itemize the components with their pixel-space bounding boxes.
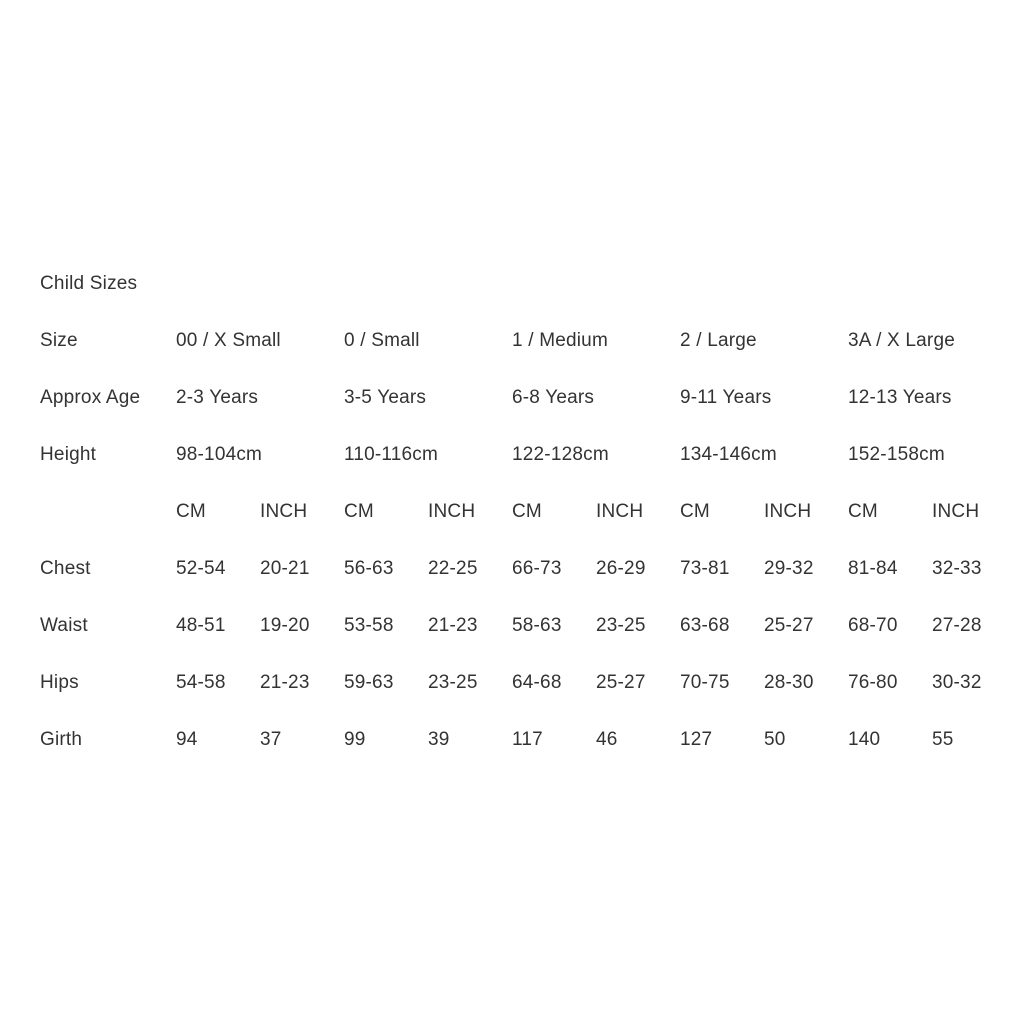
unit-header: INCH: [932, 500, 980, 522]
table-cell: 54-58: [176, 671, 226, 693]
table-cell: 19-20: [260, 614, 310, 636]
table-cell: 29-32: [764, 557, 814, 579]
unit-header: CM: [848, 500, 878, 522]
unit-header: CM: [680, 500, 710, 522]
row-label: Chest: [40, 557, 91, 579]
table-row: [40, 483, 1016, 540]
row-label: Waist: [40, 614, 88, 636]
unit-header: INCH: [596, 500, 644, 522]
table-cell: 56-63: [344, 557, 394, 579]
table-cell: 48-51: [176, 614, 226, 636]
table-cell: 39: [428, 728, 450, 750]
table-cell: 3A / X Large: [848, 329, 955, 351]
table-cell: 94: [176, 728, 198, 750]
table-cell: 52-54: [176, 557, 226, 579]
table-cell: 32-33: [932, 557, 982, 579]
table-cell: 66-73: [512, 557, 562, 579]
table-cell: 0 / Small: [344, 329, 420, 351]
table-cell: 1 / Medium: [512, 329, 608, 351]
table-cell: 2 / Large: [680, 329, 757, 351]
unit-header: INCH: [764, 500, 812, 522]
table-cell: 152-158cm: [848, 443, 945, 465]
table-cell: 50: [764, 728, 786, 750]
row-label: Girth: [40, 728, 83, 750]
table-cell: 98-104cm: [176, 443, 263, 465]
table-cell: 127: [680, 728, 713, 750]
table-cell: 122-128cm: [512, 443, 609, 465]
table-cell: 53-58: [344, 614, 394, 636]
row-label: Hips: [40, 671, 79, 693]
table-row: [40, 711, 1016, 768]
table-row: [40, 369, 1016, 426]
table-cell: 63-68: [680, 614, 730, 636]
table-cell: 6-8 Years: [512, 386, 595, 408]
unit-header: CM: [512, 500, 542, 522]
table-cell: 30-32: [932, 671, 982, 693]
table-cell: 21-23: [260, 671, 310, 693]
table-cell: 76-80: [848, 671, 898, 693]
table-cell: 46: [596, 728, 618, 750]
unit-header: INCH: [428, 500, 476, 522]
table-cell: 00 / X Small: [176, 329, 281, 351]
table-cell: 12-13 Years: [848, 386, 952, 408]
table-cell: 58-63: [512, 614, 562, 636]
title-row: [40, 255, 1016, 312]
table-cell: 22-25: [428, 557, 478, 579]
table-cell: 21-23: [428, 614, 478, 636]
table-cell: 117: [512, 728, 543, 750]
child-sizes-table: [40, 255, 1016, 768]
unit-header: CM: [176, 500, 206, 522]
table-cell: 3-5 Years: [344, 386, 427, 408]
table-cell: 134-146cm: [680, 443, 777, 465]
table-cell: 64-68: [512, 671, 562, 693]
table-cell: 140: [848, 728, 881, 750]
table-cell: 99: [344, 728, 366, 750]
table-cell: 25-27: [596, 671, 646, 693]
table-row: [40, 312, 1016, 369]
row-label: Height: [40, 443, 97, 465]
table-cell: 55: [932, 728, 954, 750]
table-cell: 23-25: [596, 614, 646, 636]
table-cell: 27-28: [932, 614, 982, 636]
table-cell: 110-116cm: [344, 443, 439, 465]
table-row: [40, 654, 1016, 711]
table-cell: 23-25: [428, 671, 478, 693]
table-cell: 2-3 Years: [176, 386, 259, 408]
table-body: [40, 312, 1016, 768]
table-cell: 26-29: [596, 557, 646, 579]
table-cell: 70-75: [680, 671, 730, 693]
table-cell: 81-84: [848, 557, 898, 579]
row-label: Approx Age: [40, 386, 141, 408]
page-title: Child Sizes: [40, 272, 138, 294]
row-label: Size: [40, 329, 78, 351]
table-cell: 9-11 Years: [680, 386, 772, 408]
table-cell: 68-70: [848, 614, 898, 636]
table-cell: 20-21: [260, 557, 310, 579]
table-cell: 25-27: [764, 614, 814, 636]
table-row: [40, 597, 1016, 654]
table-row: [40, 426, 1016, 483]
unit-header: INCH: [260, 500, 308, 522]
table-cell: 59-63: [344, 671, 394, 693]
table-cell: 37: [260, 728, 282, 750]
table-row: [40, 540, 1016, 597]
table-cell: 73-81: [680, 557, 730, 579]
table-cell: 28-30: [764, 671, 814, 693]
unit-header: CM: [344, 500, 374, 522]
